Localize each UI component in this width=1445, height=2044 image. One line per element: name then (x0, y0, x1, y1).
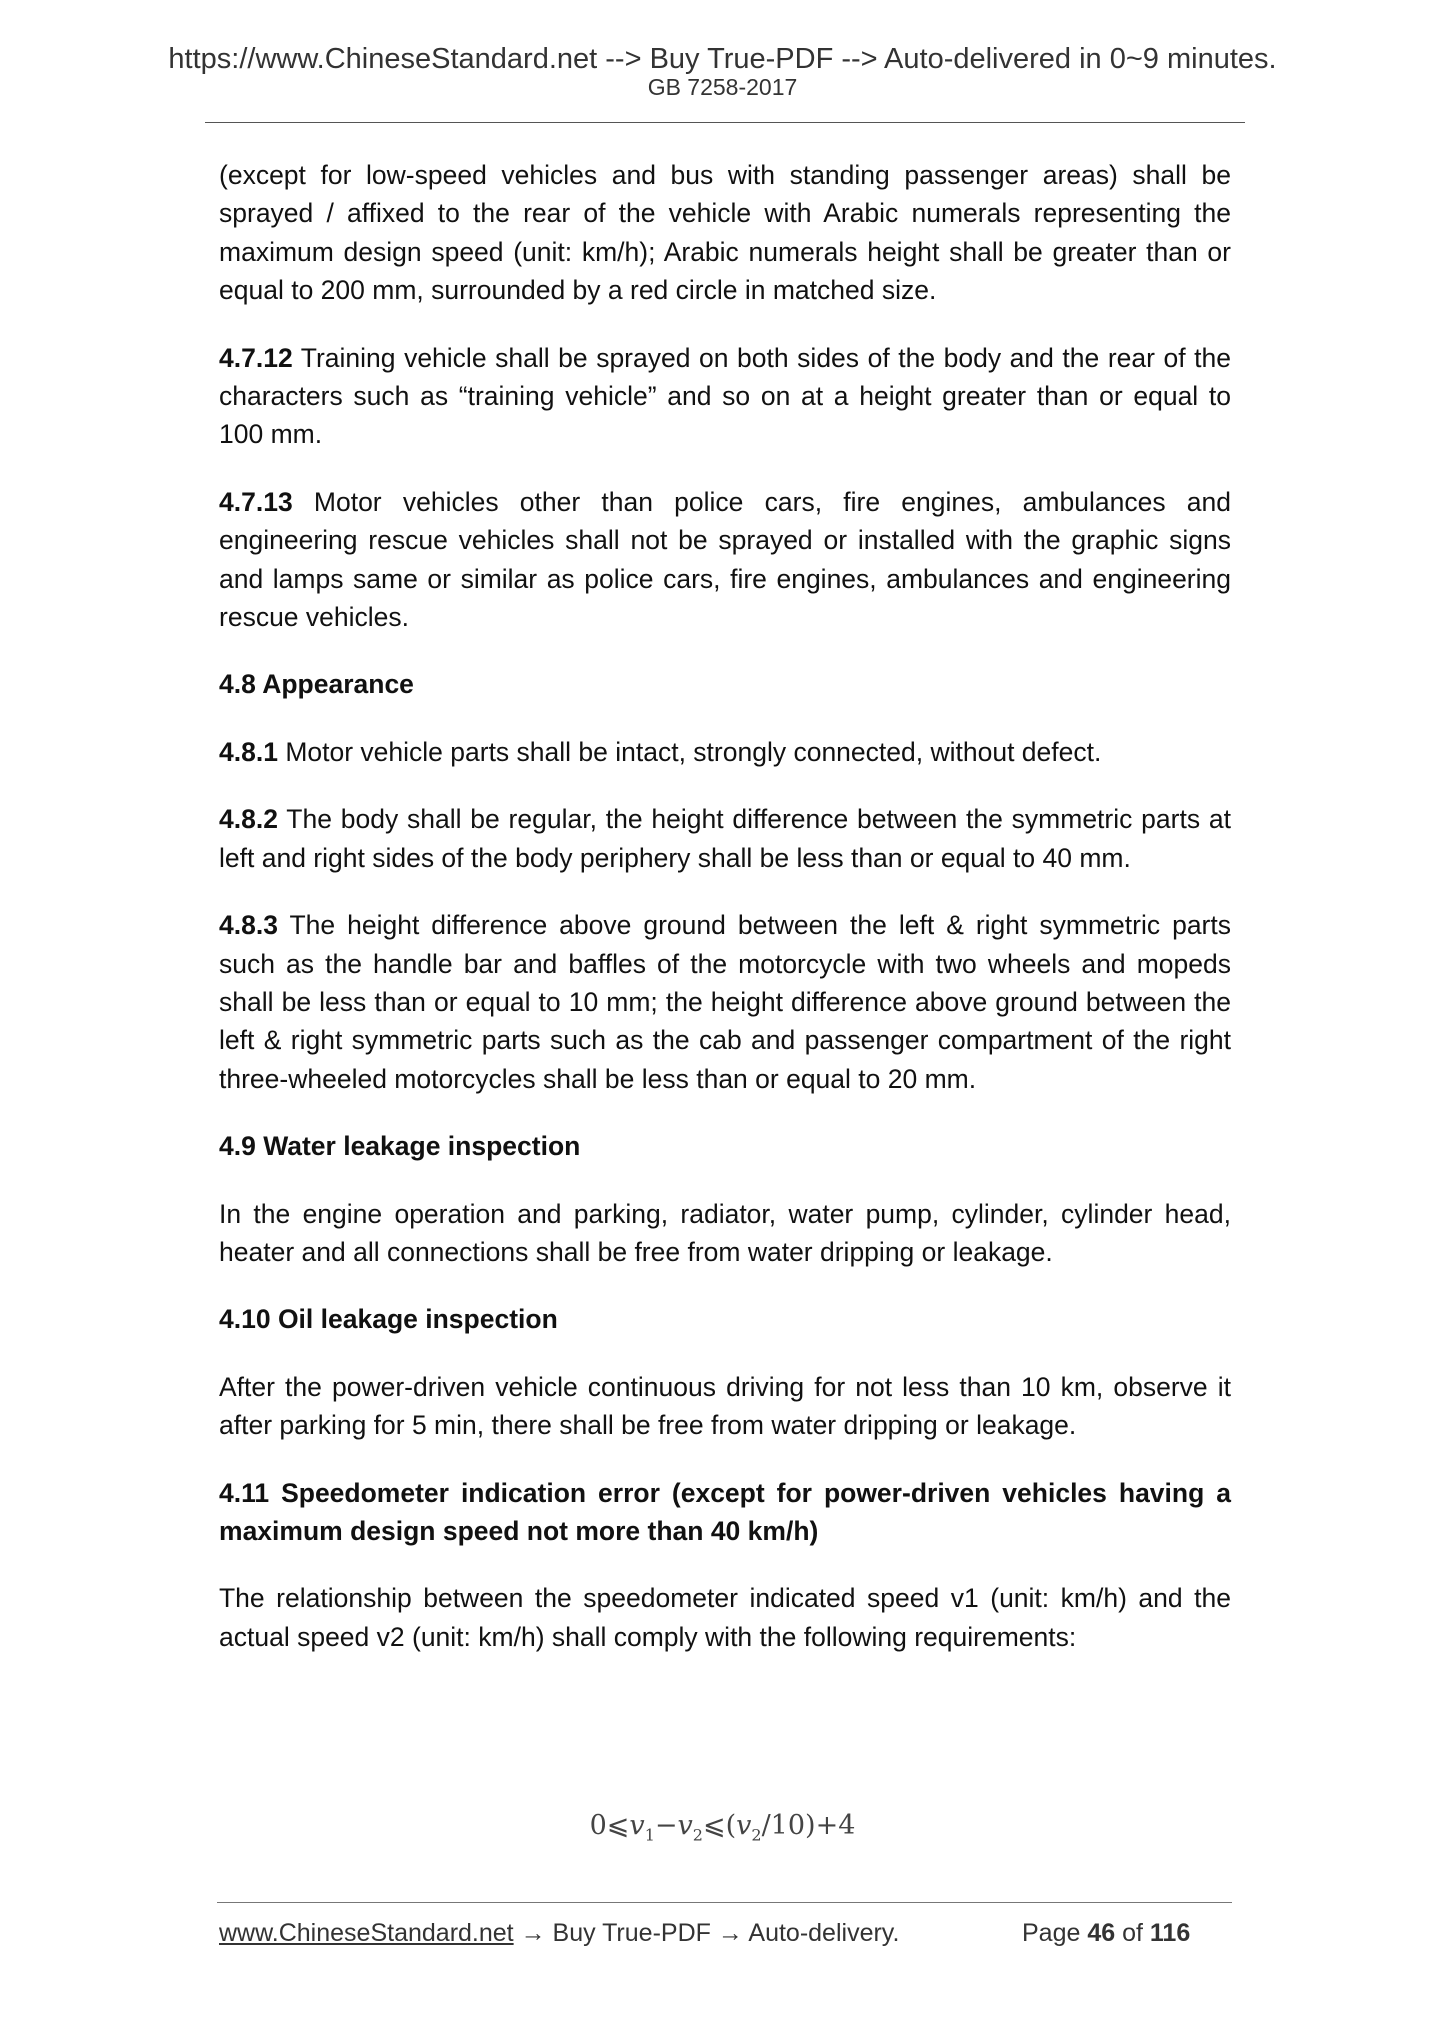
formula-v2-subscript: 2 (692, 1825, 703, 1845)
footer-divider (217, 1902, 1232, 1903)
clause-text: Motor vehicles other than police cars, fire engines, ambulances and engineering rescue vehicles shall not be sprayed or installed with the graphic signs and lamps same or similar as police cars, fire engines, ambulances and engineering rescue vehicles. (219, 486, 1231, 633)
clause-4-8-2 (219, 800, 1231, 877)
formula-v1-subscript: 1 (644, 1825, 655, 1845)
paragraph-4-11: The relationship between the speedometer indicated speed v1 (unit: km/h) and the actual speed v2 (unit: km/h) shall comply with the following requirements: (219, 1583, 1231, 1652)
site-link[interactable]: www.ChineseStandard.net (219, 1919, 514, 1947)
heading-4-9: 4.9 Water leakage inspection (219, 1131, 581, 1162)
formula-le-sign-second: ⩽ (702, 1810, 726, 1841)
clause-number: 4.8.2 (219, 804, 278, 835)
heading-4-10: 4.10 Oil leakage inspection (219, 1304, 558, 1335)
formula-divide-ten: /10) (761, 1810, 816, 1841)
formula-v2-symbol-second: v (736, 1810, 752, 1841)
heading-4-11: 4.11 Speedometer indication error (except for power-driven vehicles having a maximum design speed not more than 40 km/h) (219, 1477, 1231, 1546)
clause-4-7-13 (219, 483, 1231, 637)
document-body (219, 156, 1231, 1685)
page-of-label: of (1115, 1919, 1150, 1947)
formula-plus-four: +4 (815, 1810, 856, 1841)
heading-4-8: 4.8 Appearance (219, 669, 414, 700)
footer-promo-text: → Buy True-PDF → Auto-delivery. (513, 1919, 900, 1947)
clause-4-8-1 (219, 733, 1231, 771)
clause-4-7-12 (219, 339, 1231, 454)
speed-error-formula (0, 1810, 1445, 1844)
footer-promo (219, 1918, 899, 1948)
paragraph-4-10: After the power-driven vehicle continuous driving for not less than 10 km, observe it after parking for 5 min, there shall be free from water dripping or leakage. (219, 1371, 1231, 1441)
formula-le-sign: ⩽ (606, 1810, 630, 1841)
clause-4-8-3 (219, 906, 1231, 1098)
formula-v2-symbol: v (677, 1810, 693, 1841)
clause-text: Training vehicle shall be sprayed on both sides of the body and the rear of the characters such as “training vehicle” and so on at a height greater than or equal to 100 mm. (219, 342, 1231, 450)
formula-v2-subscript-second: 2 (751, 1825, 762, 1845)
header-banner: https://www.ChineseStandard.net --> Buy True-PDF --> Auto-delivered in 0~9 minutes. (168, 43, 1277, 75)
page-label: Page (1022, 1919, 1088, 1947)
paragraph-4-9: In the engine operation and parking, radiator, water pump, cylinder, cylinder head, heater and all connections shall be free from water dripping or leakage. (219, 1198, 1231, 1267)
clause-text: Motor vehicle parts shall be intact, strongly connected, without defect. (277, 736, 1102, 767)
formula-v1-symbol: v (629, 1810, 645, 1841)
clause-number: 4.8.1 (219, 736, 278, 767)
page-number: 46 (1087, 1919, 1116, 1947)
formula-minus-sign: − (654, 1810, 678, 1841)
page-indicator (1022, 1918, 1190, 1948)
formula-zero: 0 (589, 1810, 607, 1841)
standard-code: GB 7258-2017 (647, 74, 798, 100)
clause-number: 4.7.13 (219, 486, 293, 517)
clause-text: The body shall be regular, the height difference between the symmetric parts at left and right sides of the body periphery shall be less than or equal to 40 mm. (219, 804, 1231, 873)
clause-number: 4.7.12 (219, 342, 293, 373)
paragraph-intro: (except for low-speed vehicles and bus with standing passenger areas) shall be sprayed / affixed to the rear of the vehicle with Arabic numerals representing the maximum design speed (unit: km/h); Arabic numerals height shall be greater than or equal to 200 mm, surrounded by a red circle in matched size. (219, 160, 1231, 306)
page-total: 116 (1149, 1919, 1191, 1947)
formula-open-paren: ( (725, 1810, 737, 1841)
header-divider (205, 122, 1245, 123)
clause-number: 4.8.3 (219, 910, 278, 941)
clause-text: The height difference above ground between the left & right symmetric parts such as the handle bar and baffles of the motorcycle with two wheels and mopeds shall be less than or equal to 10 mm; the height difference above ground between the left & right symmetric parts such as the cab and passenger compartment of the right three-wheeled motorcycles shall be less than or equal to 20 mm. (219, 910, 1231, 1094)
